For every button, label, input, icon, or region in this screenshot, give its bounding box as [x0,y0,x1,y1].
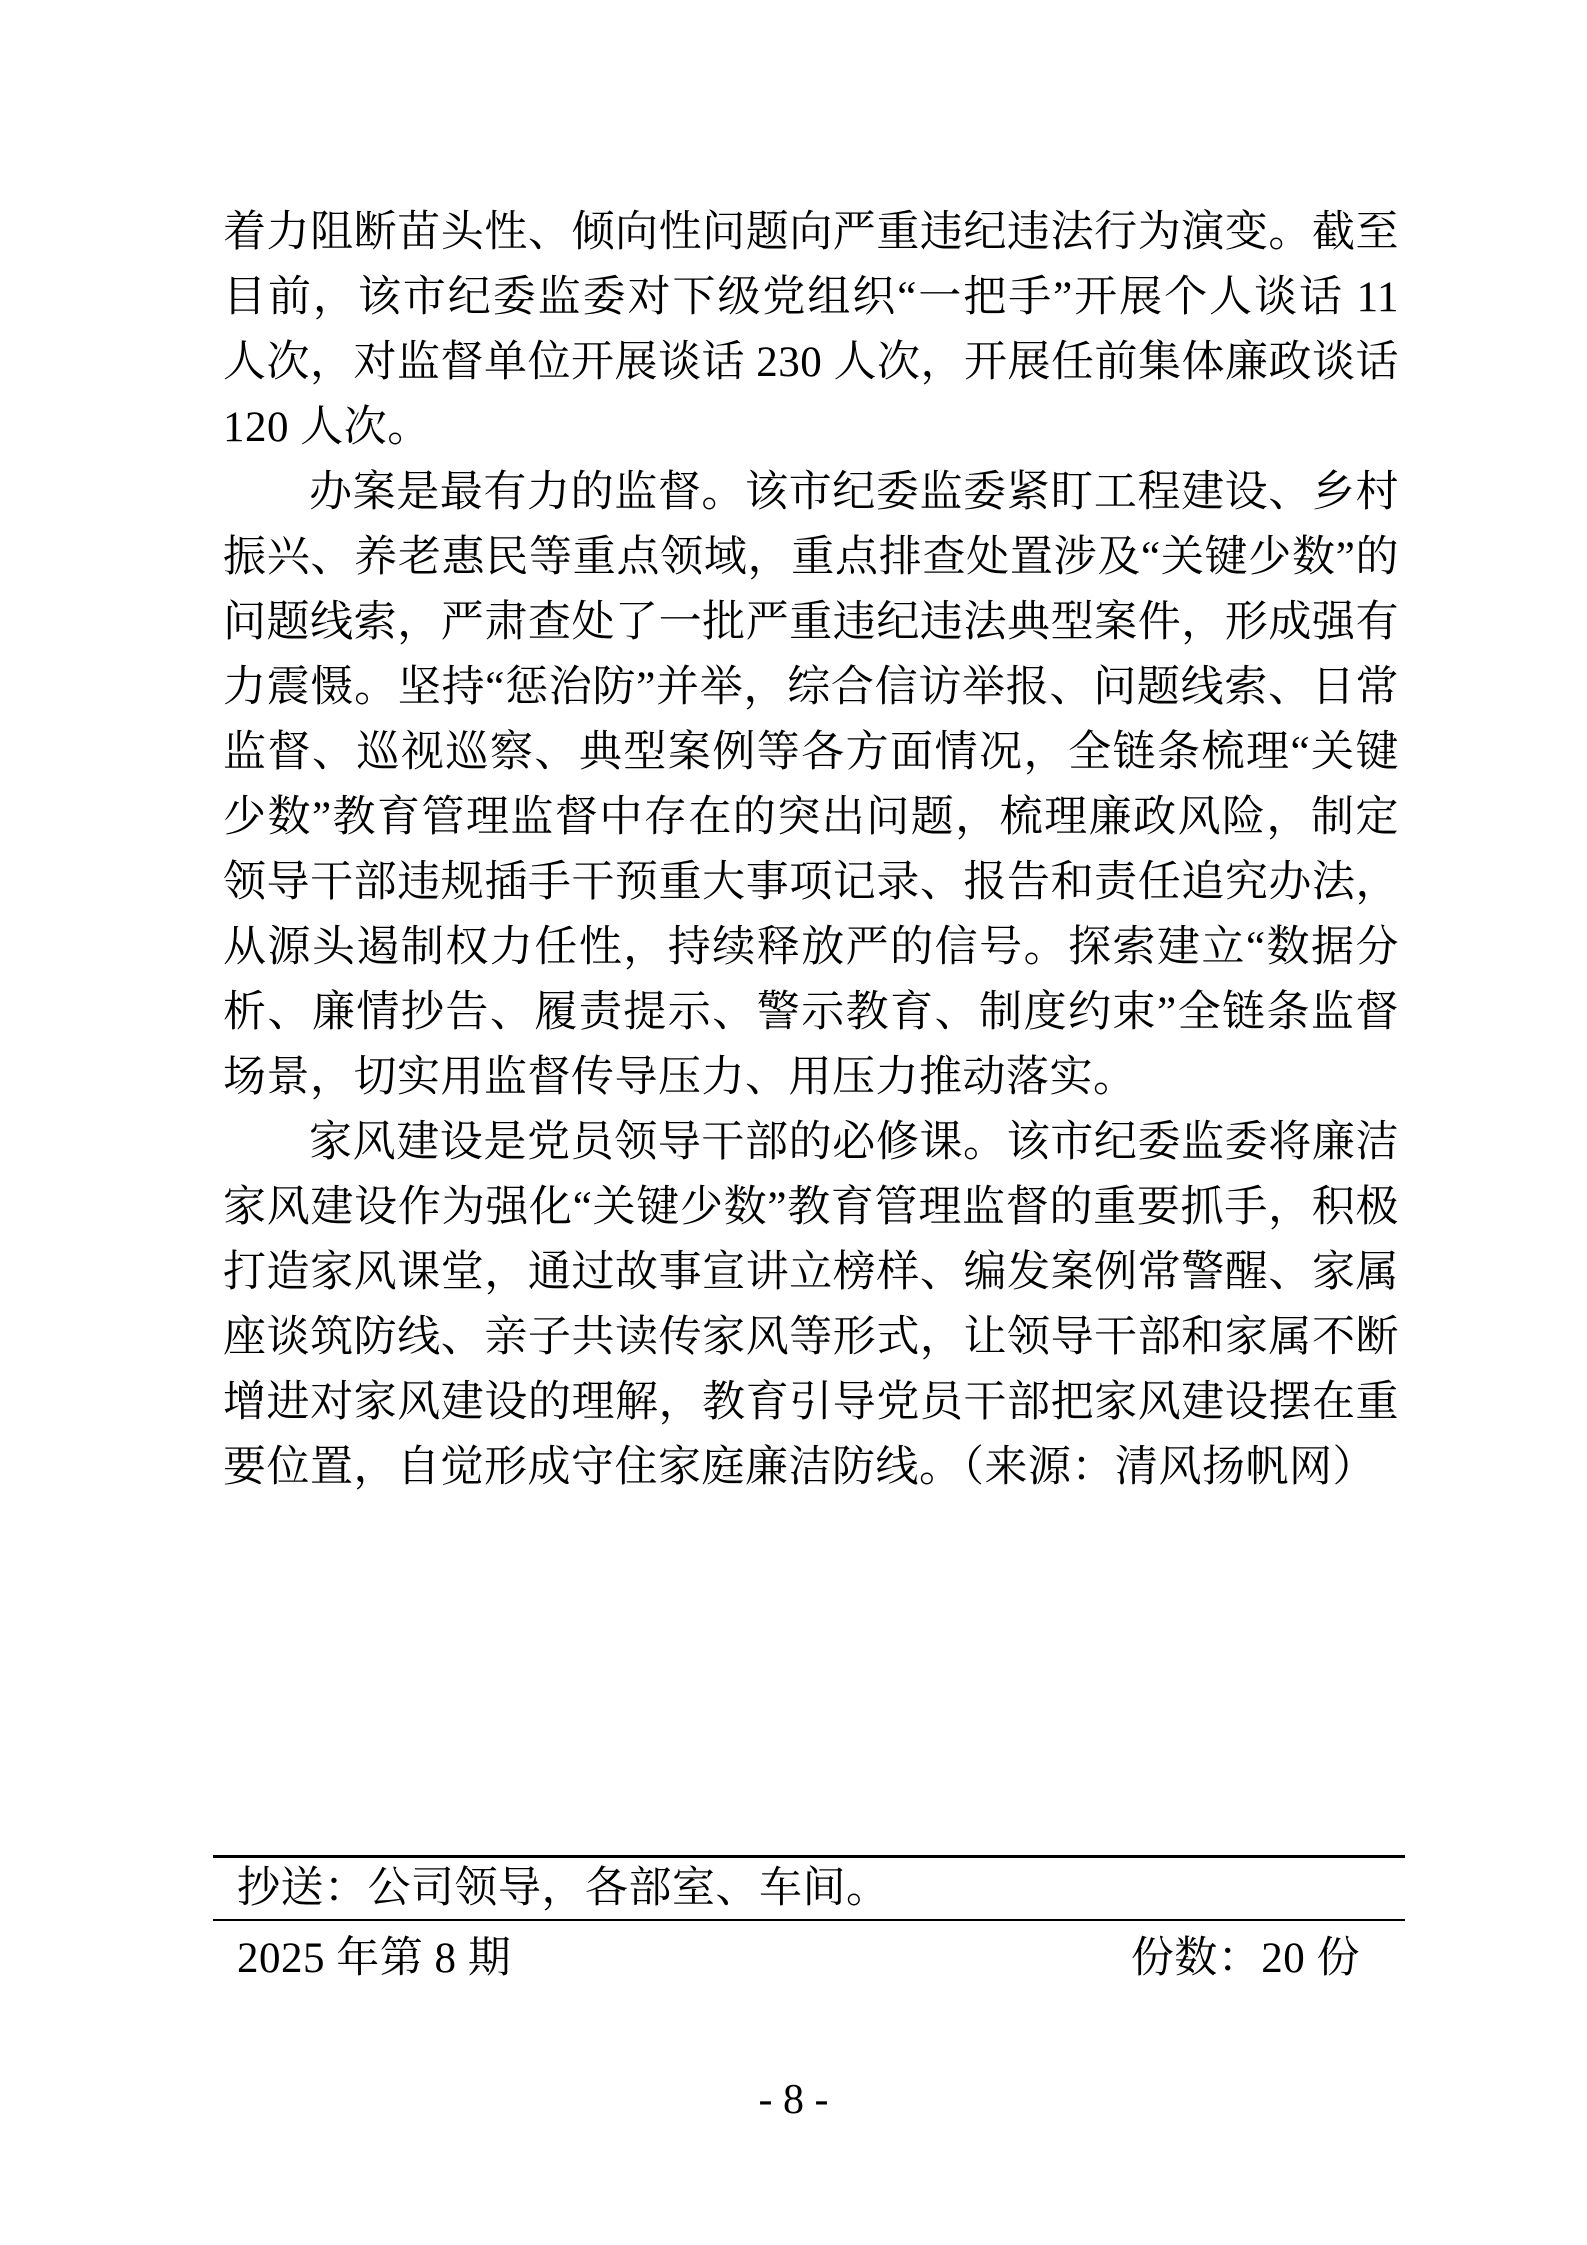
body-paragraph-2: 办案是最有力的监督。该市纪委监委紧盯工程建设、乡村振兴、养老惠民等重点领域，重点排查处置涉及“关键少数”的问题线索，严肃查处了一批严重违纪违法典型案件，形成强有力震慑。坚持“惩治防”并举，综合信访举报、问题线索、日常监督、巡视巡察、典型案例等各方面情况，全链条梳理“关键少数”教育管理监督中存在的突出问题，梳理廉政风险，制定领导干部违规插手干预重大事项记录、报告和责任追究办法，从源头遏制权力任性，持续释放严的信号。探索建立“数据分析、廉情抄告、履责提示、警示教育、制度约束”全链条监督场景，切实用监督传导压力、用压力推动落实。 [223,469,1399,1101]
issue-row [213,1921,1405,1989]
body-paragraph-1: 着力阻断苗头性、倾向性问题向严重违纪违法行为演变。截至目前，该市纪委监委对下级党组织“一把手”开展个人谈话 11 人次，对监督单位开展谈话 230 人次，开展任前集体廉政谈话 120 人次。 [223,209,1399,451]
issue-number: 2025 年第 8 期 [237,1935,512,1982]
copies-count: 份数：20 份 [1130,1935,1360,1982]
document-footer [213,1855,1405,1989]
body-paragraph-3: 家风建设是党员领导干部的必修课。该市纪委监委将廉洁家风建设作为强化“关键少数”教育管理监督的重要抓手，积极打造家风课堂，通过故事宣讲立榜样、编发案例常警醒、家属座谈筑防线、亲子共读传家风等形式，让领导干部和家属不断增进对家风建设的理解，教育引导党员干部把家风建设摆在重要位置，自觉形成守住家庭廉洁防线。（来源：清风扬帆网） [223,1119,1399,1491]
page-number: - 8 - [758,2077,829,2123]
body-text-block [213,200,1405,1500]
cc-line: 抄送：公司领导，各部室、车间。 [237,1865,890,1912]
